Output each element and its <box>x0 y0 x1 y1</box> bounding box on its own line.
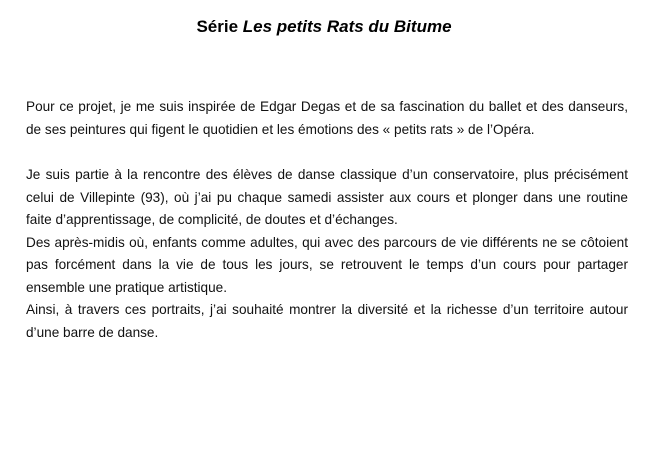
paragraph-intro: Pour ce projet, je me suis inspirée de Edgar Degas et de sa fascination du ballet et des danseurs, de ses peintures qui figent le quotidien et les émotions des « petits rats » de l’Opéra. <box>26 99 628 137</box>
intro-block <box>26 96 628 141</box>
paragraph-conservatoire: Je suis partie à la rencontre des élèves de danse classique d’un conservatoire, plus précisément celui de Villepinte (93), où j’ai pu chaque samedi assister aux cours et plonger dans une routine faite d’apprentissage, de complicité, de doutes et d’échanges. <box>26 167 628 227</box>
document-title <box>0 15 648 39</box>
title-prefix: Série <box>196 17 243 36</box>
paragraph-conclusion: Ainsi, à travers ces portraits, j’ai souhaité montrer la diversité et la richesse d’un territoire autour d’une barre de danse. <box>26 302 628 340</box>
title-series-name: Les petits Rats du Bitume <box>242 17 452 36</box>
description-block <box>26 164 628 344</box>
paragraph-afternoons: Des après-midis où, enfants comme adultes, qui avec des parcours de vie différents ne se côtoient pas forcément dans la vie de tous les jours, se retrouvent le temps d’un cours pour partager ensemble une pratique artistique. <box>26 234 628 295</box>
